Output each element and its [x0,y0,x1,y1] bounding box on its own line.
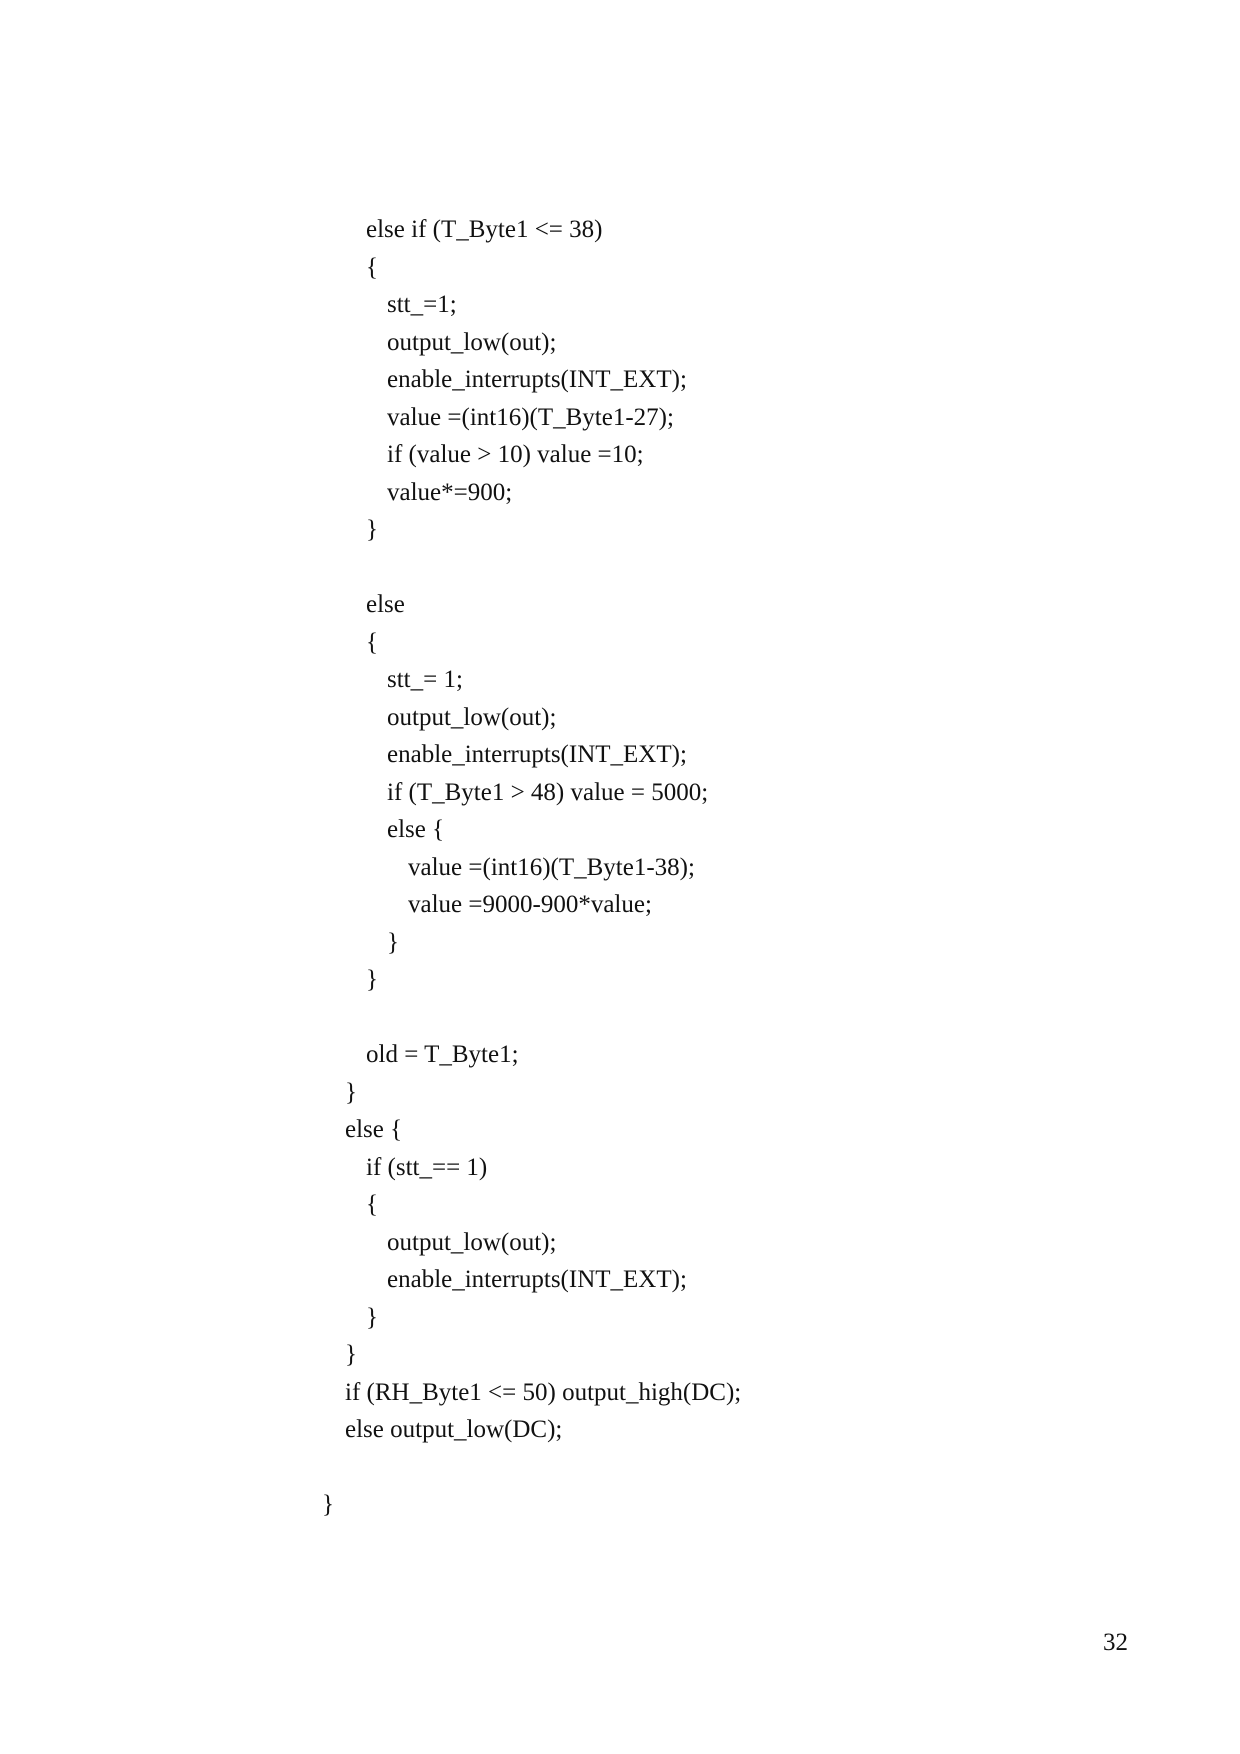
code-line: { [366,253,378,281]
code-line: if (value > 10) value =10; [387,441,644,468]
code-line: value*=900; [387,478,513,506]
code-line: output_low(out); [387,1228,557,1256]
code-line: value =(int16)(T_Byte1-38); [408,853,695,881]
code-line: enable_interrupts(INT_EXT); [387,741,687,768]
code-line: } [366,516,378,543]
code-line: { [366,628,378,656]
code-line: value =(int16)(T_Byte1-27); [387,403,674,431]
code-line: } [366,966,378,993]
code-line: value =9000-900*value; [408,891,652,918]
blank-line [0,1449,741,1487]
code-line: enable_interrupts(INT_EXT); [387,1266,687,1293]
code-line: if (stt_== 1) [366,1153,488,1181]
page-number: 32 [1103,1629,1128,1656]
code-line: } [345,1341,357,1368]
code-line: output_low(out); [387,703,557,731]
code-listing [0,211,741,1524]
code-line: else if (T_Byte1 <= 38) [366,216,603,243]
code-line: } [387,928,399,956]
code-line: stt_=1; [387,291,457,318]
code-line: } [322,1491,334,1518]
blank-line [0,999,741,1037]
code-line: if (T_Byte1 > 48) value = 5000; [387,778,709,806]
code-line: else { [387,816,445,843]
blank-line [0,549,741,587]
code-line: enable_interrupts(INT_EXT); [387,366,687,393]
code-line: else output_low(DC); [345,1416,563,1443]
code-line: old = T_Byte1; [366,1041,519,1068]
code-line: } [366,1303,378,1331]
code-line: output_low(out); [387,328,557,356]
code-line: if (RH_Byte1 <= 50) output_high(DC); [345,1378,742,1406]
code-line: stt_= 1; [387,666,463,693]
code-line: else [366,591,405,618]
code-line: else { [345,1116,403,1143]
code-line: { [366,1191,378,1218]
code-line: } [345,1078,357,1106]
